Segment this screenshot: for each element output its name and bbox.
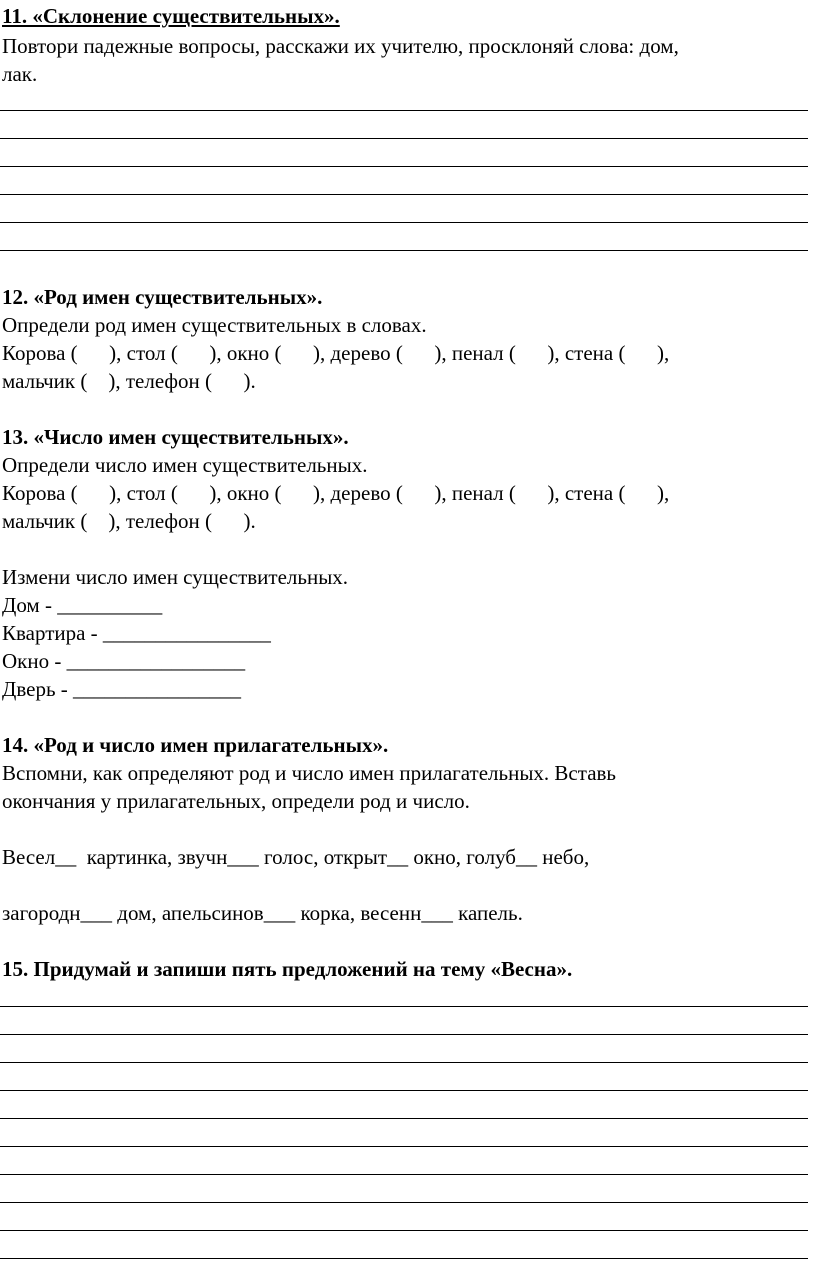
task-11-text-line1: Повтори падежные вопросы, расскажи их учителю, просклоняй слова: дом, [2, 34, 679, 58]
task-14-exercise-line1: Весел__ картинка, звучн___ голос, открыт__ окно, голуб__ небо, [2, 845, 590, 869]
change-item-dver: Дверь - ________________ [2, 677, 242, 701]
writing-line [0, 194, 808, 195]
task-14-instruction-line1: Вспомни, как определяют род и число имен прилагательных. Вставь [2, 761, 617, 785]
task-13-words-line1: Корова ( ), стол ( ), окно ( ), дерево ( ), пенал ( ), стена ( ), [2, 481, 670, 505]
task-12-words-line1: Корова ( ), стол ( ), окно ( ), дерево ( ), пенал ( ), стена ( ), [2, 341, 670, 365]
writing-line [0, 138, 808, 139]
writing-line [0, 1146, 808, 1147]
task-15-title: 15. Придумай и запиши пять предложений на тему «Весна». [2, 957, 573, 981]
task-11-text-line2: лак. [2, 62, 38, 86]
writing-line [0, 222, 808, 223]
task-13-title: 13. «Число имен существительных». [2, 425, 349, 449]
writing-line [0, 1230, 808, 1231]
writing-line [0, 1090, 808, 1091]
task-12-title: 12. «Род имен существительных». [2, 285, 323, 309]
task-13-instruction: Определи число имен существительных. [2, 453, 368, 477]
writing-line [0, 250, 808, 251]
task-11-title: 11. «Склонение существительных». [2, 4, 340, 28]
task-12-instruction: Определи род имен существительных в словах. [2, 313, 427, 337]
task-14-exercise-line2: загородн___ дом, апельсинов___ корка, весенн___ капель. [2, 901, 523, 925]
writing-line [0, 1006, 808, 1007]
task-14-instruction-line2: окончания у прилагательных, определи род и число. [2, 789, 470, 813]
change-item-okno: Окно - _________________ [2, 649, 246, 673]
writing-line [0, 1202, 808, 1203]
writing-line [0, 1062, 808, 1063]
writing-line [0, 166, 808, 167]
writing-line [0, 1034, 808, 1035]
task-13-words-line2: мальчик ( ), телефон ( ). [2, 509, 256, 533]
writing-line [0, 1174, 808, 1175]
writing-line [0, 1118, 808, 1119]
change-item-dom: Дом - __________ [2, 593, 163, 617]
writing-line [0, 110, 808, 111]
task-14-title: 14. «Род и число имен прилагательных». [2, 733, 389, 757]
writing-line [0, 1258, 808, 1259]
change-item-kvartira: Квартира - ________________ [2, 621, 271, 645]
task-12-words-line2: мальчик ( ), телефон ( ). [2, 369, 256, 393]
task-13-change-instruction: Измени число имен существительных. [2, 565, 349, 589]
